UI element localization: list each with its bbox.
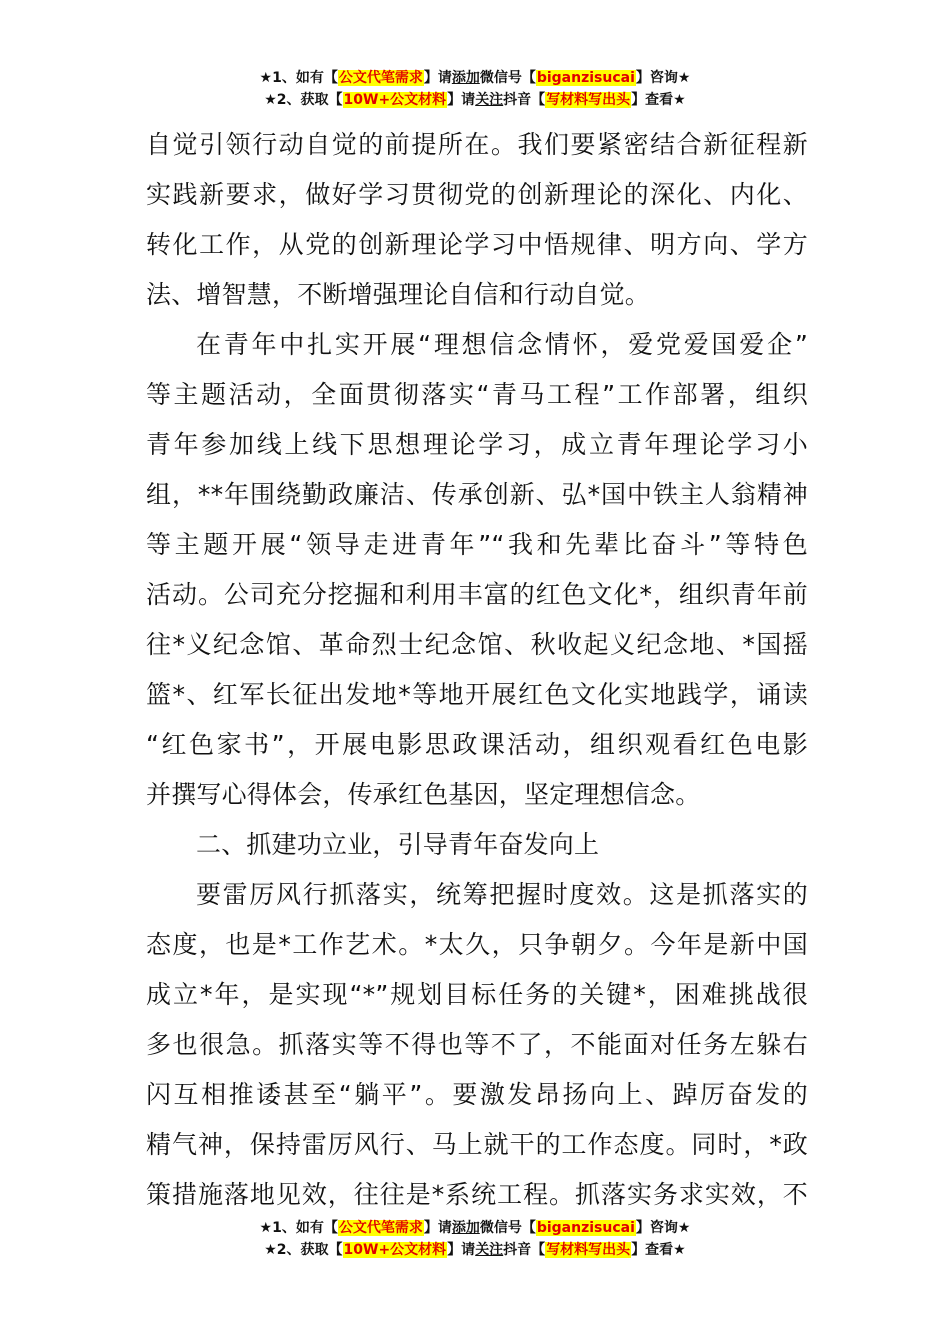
body-line: 多也很急。抓落实等不得也等不了，不能面对任务左躲右	[146, 1030, 808, 1059]
body-line: 精气神，保持雷厉风行、马上就干的工作态度。同时，*政	[146, 1130, 808, 1159]
materials-highlight: 10W+公文材料	[343, 92, 447, 108]
douyin-account-highlight: 写材料写出头	[546, 1242, 631, 1258]
section-heading: 二、抓建功立业，引导青年奋发向上	[196, 830, 600, 859]
body-line: 往*义纪念馆、革命烈士纪念馆、秋收起义纪念地、*国摇	[146, 630, 808, 659]
body-line: 闪互相推诿甚至“躺平”。要激发昂扬向上、踔厉奋发的	[146, 1080, 808, 1109]
body-line: 并撰写心得体会，传承红色基因，坚定理想信念。	[146, 780, 701, 809]
footer-banner-line-1: ★1、如有【公文代笔需求】请添加微信号【biganzisucai】咨询★	[259, 1220, 691, 1236]
wechat-id-highlight: biganzisucai	[536, 1220, 635, 1236]
body-line: 法、增智慧，不断增强理论自信和行动自觉。	[146, 280, 651, 309]
ghostwriting-highlight: 公文代笔需求	[338, 70, 423, 86]
body-line: 篮*、红军长征出发地*等地开展红色文化实地践学，诵读	[146, 680, 808, 709]
ghostwriting-highlight: 公文代笔需求	[338, 1220, 423, 1236]
body-line: 转化工作，从党的创新理论学习中悟规律、明方向、学方	[146, 230, 808, 259]
body-line: 等主题活动，全面贯彻落实“青马工程”工作部署，组织	[146, 380, 808, 409]
wechat-id-highlight: biganzisucai	[536, 70, 635, 86]
paragraph-start-line: 要雷厉风行抓落实，统筹把握时度效。这是抓落实的	[196, 880, 808, 909]
paragraph-start-line: 在青年中扎实开展“理想信念情怀，爱党爱国爱企”	[196, 330, 808, 359]
body-line: 实践新要求，做好学习贯彻党的创新理论的深化、内化、	[146, 180, 808, 209]
body-line: “红色家书”，开展电影思政课活动，组织观看红色电影	[146, 730, 808, 759]
body-line: 态度，也是*工作艺术。*太久，只争朝夕。今年是新中国	[146, 930, 808, 959]
footer-banner-line-2: ★2、获取【10W+公文材料】请关注抖音【写材料写出头】查看★	[264, 1242, 686, 1258]
body-line: 活动。公司充分挖掘和利用丰富的红色文化*，组织青年前	[146, 580, 808, 609]
materials-highlight: 10W+公文材料	[343, 1242, 447, 1258]
body-line: 青年参加线上线下思想理论学习，成立青年理论学习小	[146, 430, 808, 459]
header-banner-line-1: ★1、如有【公文代笔需求】请添加微信号【biganzisucai】咨询★	[259, 70, 691, 86]
footer-banner	[0, 1217, 950, 1261]
body-line: 成立*年，是实现“*”规划目标任务的关键*，困难挑战很	[146, 980, 808, 1009]
body-line: 策措施落地见效，往往是*系统工程。抓落实务求实效，不	[146, 1180, 808, 1209]
body-line: 组，**年围绕勤政廉洁、传承创新、弘*国中铁主人翁精神	[146, 480, 808, 509]
body-line: 等主题开展“领导走进青年”“我和先辈比奋斗”等特色	[146, 530, 808, 559]
body-line: 自觉引领行动自觉的前提所在。我们要紧密结合新征程新	[146, 130, 808, 159]
header-banner	[0, 67, 950, 111]
header-banner-line-2: ★2、获取【10W+公文材料】请关注抖音【写材料写出头】查看★	[264, 92, 686, 108]
document-body	[146, 120, 808, 1220]
douyin-account-highlight: 写材料写出头	[546, 92, 631, 108]
